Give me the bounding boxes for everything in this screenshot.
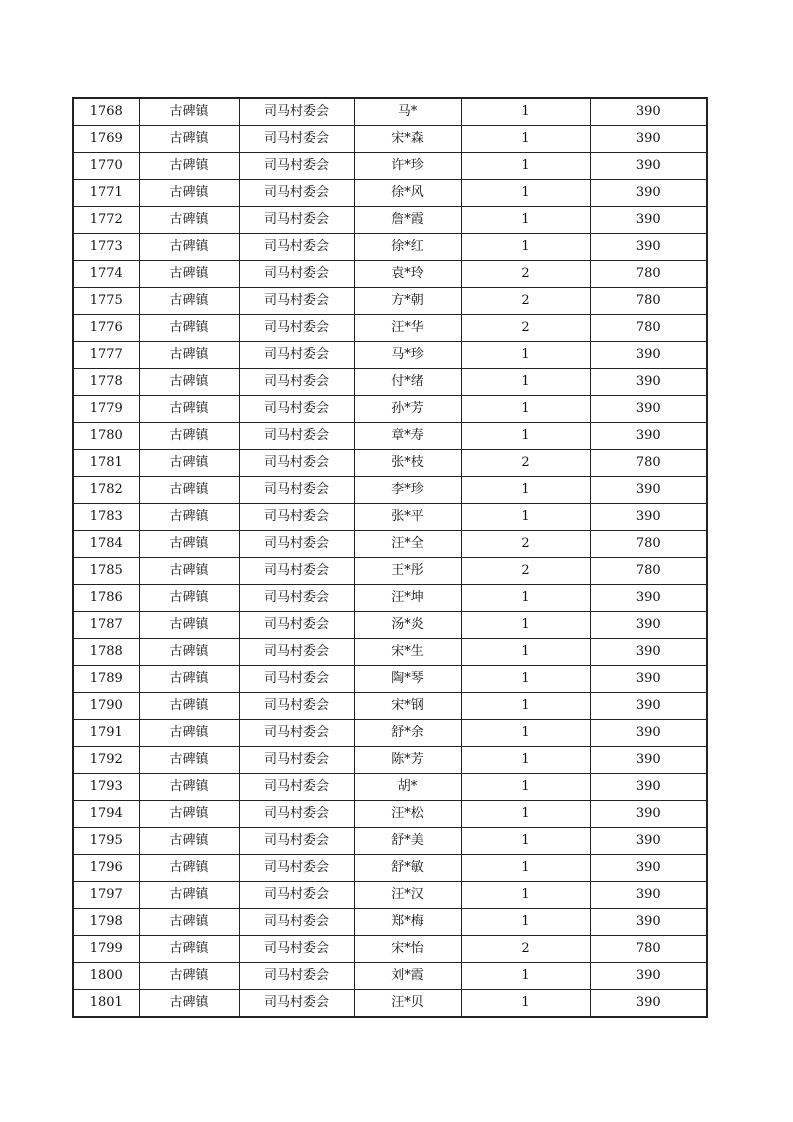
cell-person-name: 宋*生 — [354, 639, 461, 666]
cell-amount: 390 — [590, 342, 707, 369]
cell-town: 古碑镇 — [139, 423, 239, 450]
cell-count: 1 — [461, 369, 590, 396]
subsidy-table-container — [72, 97, 706, 1018]
cell-person-name: 马* — [354, 98, 461, 126]
cell-serial-number: 1796 — [73, 855, 139, 882]
cell-village-committee: 司马村委会 — [239, 504, 354, 531]
cell-amount: 390 — [590, 423, 707, 450]
cell-count: 1 — [461, 180, 590, 207]
cell-count: 1 — [461, 747, 590, 774]
cell-person-name: 汪*华 — [354, 315, 461, 342]
cell-serial-number: 1784 — [73, 531, 139, 558]
cell-town: 古碑镇 — [139, 666, 239, 693]
cell-person-name: 陶*琴 — [354, 666, 461, 693]
cell-serial-number: 1787 — [73, 612, 139, 639]
cell-serial-number: 1795 — [73, 828, 139, 855]
cell-serial-number: 1798 — [73, 909, 139, 936]
cell-village-committee: 司马村委会 — [239, 288, 354, 315]
table-row — [73, 801, 707, 828]
cell-serial-number: 1791 — [73, 720, 139, 747]
cell-person-name: 汪*坤 — [354, 585, 461, 612]
cell-amount: 390 — [590, 801, 707, 828]
cell-amount: 390 — [590, 639, 707, 666]
cell-count: 1 — [461, 423, 590, 450]
cell-amount: 390 — [590, 747, 707, 774]
table-row — [73, 558, 707, 585]
cell-person-name: 章*寿 — [354, 423, 461, 450]
cell-town: 古碑镇 — [139, 126, 239, 153]
table-row — [73, 585, 707, 612]
table-row — [73, 990, 707, 1018]
cell-person-name: 方*朝 — [354, 288, 461, 315]
cell-village-committee: 司马村委会 — [239, 801, 354, 828]
cell-serial-number: 1775 — [73, 288, 139, 315]
cell-serial-number: 1799 — [73, 936, 139, 963]
cell-person-name: 刘*霞 — [354, 963, 461, 990]
cell-serial-number: 1790 — [73, 693, 139, 720]
cell-village-committee: 司马村委会 — [239, 423, 354, 450]
cell-amount: 390 — [590, 504, 707, 531]
cell-amount: 390 — [590, 882, 707, 909]
cell-village-committee: 司马村委会 — [239, 315, 354, 342]
cell-serial-number: 1771 — [73, 180, 139, 207]
cell-serial-number: 1800 — [73, 963, 139, 990]
cell-village-committee: 司马村委会 — [239, 666, 354, 693]
cell-village-committee: 司马村委会 — [239, 612, 354, 639]
table-row — [73, 477, 707, 504]
table-row — [73, 828, 707, 855]
cell-serial-number: 1797 — [73, 882, 139, 909]
cell-village-committee: 司马村委会 — [239, 693, 354, 720]
cell-serial-number: 1794 — [73, 801, 139, 828]
cell-person-name: 袁*玲 — [354, 261, 461, 288]
cell-person-name: 汪*松 — [354, 801, 461, 828]
cell-town: 古碑镇 — [139, 234, 239, 261]
table-row — [73, 396, 707, 423]
cell-town: 古碑镇 — [139, 531, 239, 558]
cell-amount: 390 — [590, 990, 707, 1018]
cell-village-committee: 司马村委会 — [239, 855, 354, 882]
cell-town: 古碑镇 — [139, 801, 239, 828]
cell-amount: 390 — [590, 855, 707, 882]
cell-village-committee: 司马村委会 — [239, 153, 354, 180]
cell-serial-number: 1781 — [73, 450, 139, 477]
cell-person-name: 李*珍 — [354, 477, 461, 504]
cell-count: 1 — [461, 801, 590, 828]
cell-village-committee: 司马村委会 — [239, 261, 354, 288]
table-row — [73, 288, 707, 315]
cell-serial-number: 1780 — [73, 423, 139, 450]
cell-serial-number: 1772 — [73, 207, 139, 234]
cell-town: 古碑镇 — [139, 936, 239, 963]
table-row — [73, 720, 707, 747]
cell-count: 1 — [461, 639, 590, 666]
cell-count: 1 — [461, 612, 590, 639]
cell-town: 古碑镇 — [139, 747, 239, 774]
cell-serial-number: 1789 — [73, 666, 139, 693]
cell-amount: 390 — [590, 477, 707, 504]
cell-amount: 780 — [590, 936, 707, 963]
cell-count: 2 — [461, 450, 590, 477]
cell-person-name: 汪*全 — [354, 531, 461, 558]
table-row — [73, 369, 707, 396]
cell-village-committee: 司马村委会 — [239, 828, 354, 855]
cell-count: 1 — [461, 693, 590, 720]
cell-person-name: 胡* — [354, 774, 461, 801]
table-row — [73, 909, 707, 936]
cell-serial-number: 1773 — [73, 234, 139, 261]
cell-amount: 390 — [590, 774, 707, 801]
table-row — [73, 207, 707, 234]
cell-village-committee: 司马村委会 — [239, 369, 354, 396]
cell-village-committee: 司马村委会 — [239, 882, 354, 909]
cell-count: 1 — [461, 153, 590, 180]
cell-town: 古碑镇 — [139, 990, 239, 1018]
cell-town: 古碑镇 — [139, 558, 239, 585]
cell-amount: 390 — [590, 612, 707, 639]
cell-count: 1 — [461, 774, 590, 801]
cell-town: 古碑镇 — [139, 180, 239, 207]
cell-amount: 390 — [590, 153, 707, 180]
cell-town: 古碑镇 — [139, 369, 239, 396]
cell-person-name: 汪*汉 — [354, 882, 461, 909]
cell-person-name: 舒*美 — [354, 828, 461, 855]
cell-person-name: 马*珍 — [354, 342, 461, 369]
cell-town: 古碑镇 — [139, 288, 239, 315]
cell-person-name: 汪*贝 — [354, 990, 461, 1018]
table-body — [73, 98, 707, 1017]
cell-amount: 390 — [590, 369, 707, 396]
cell-serial-number: 1776 — [73, 315, 139, 342]
cell-serial-number: 1777 — [73, 342, 139, 369]
cell-town: 古碑镇 — [139, 315, 239, 342]
cell-serial-number: 1770 — [73, 153, 139, 180]
cell-amount: 390 — [590, 396, 707, 423]
cell-village-committee: 司马村委会 — [239, 207, 354, 234]
cell-village-committee: 司马村委会 — [239, 720, 354, 747]
table-row — [73, 423, 707, 450]
cell-serial-number: 1782 — [73, 477, 139, 504]
cell-count: 1 — [461, 963, 590, 990]
table-row — [73, 450, 707, 477]
cell-count: 1 — [461, 477, 590, 504]
cell-village-committee: 司马村委会 — [239, 774, 354, 801]
table-row — [73, 882, 707, 909]
cell-person-name: 王*彤 — [354, 558, 461, 585]
cell-person-name: 付*绪 — [354, 369, 461, 396]
cell-village-committee: 司马村委会 — [239, 180, 354, 207]
cell-village-committee: 司马村委会 — [239, 963, 354, 990]
cell-person-name: 张*枝 — [354, 450, 461, 477]
cell-village-committee: 司马村委会 — [239, 531, 354, 558]
cell-count: 1 — [461, 585, 590, 612]
cell-village-committee: 司马村委会 — [239, 585, 354, 612]
cell-amount: 780 — [590, 450, 707, 477]
cell-village-committee: 司马村委会 — [239, 990, 354, 1018]
cell-amount: 390 — [590, 180, 707, 207]
cell-count: 2 — [461, 558, 590, 585]
cell-town: 古碑镇 — [139, 828, 239, 855]
cell-town: 古碑镇 — [139, 342, 239, 369]
cell-village-committee: 司马村委会 — [239, 639, 354, 666]
cell-count: 1 — [461, 855, 590, 882]
cell-amount: 780 — [590, 261, 707, 288]
cell-village-committee: 司马村委会 — [239, 98, 354, 126]
table-row — [73, 180, 707, 207]
cell-count: 1 — [461, 396, 590, 423]
cell-serial-number: 1792 — [73, 747, 139, 774]
cell-amount: 390 — [590, 828, 707, 855]
cell-village-committee: 司马村委会 — [239, 126, 354, 153]
cell-town: 古碑镇 — [139, 450, 239, 477]
cell-town: 古碑镇 — [139, 261, 239, 288]
table-row — [73, 504, 707, 531]
cell-serial-number: 1778 — [73, 369, 139, 396]
cell-village-committee: 司马村委会 — [239, 234, 354, 261]
cell-town: 古碑镇 — [139, 396, 239, 423]
cell-town: 古碑镇 — [139, 693, 239, 720]
table-row — [73, 612, 707, 639]
cell-count: 1 — [461, 990, 590, 1018]
cell-town: 古碑镇 — [139, 639, 239, 666]
cell-serial-number: 1793 — [73, 774, 139, 801]
cell-serial-number: 1801 — [73, 990, 139, 1018]
cell-town: 古碑镇 — [139, 855, 239, 882]
cell-person-name: 舒*敏 — [354, 855, 461, 882]
cell-serial-number: 1788 — [73, 639, 139, 666]
cell-person-name: 詹*霞 — [354, 207, 461, 234]
cell-count: 2 — [461, 531, 590, 558]
cell-count: 1 — [461, 207, 590, 234]
cell-person-name: 宋*森 — [354, 126, 461, 153]
cell-person-name: 张*平 — [354, 504, 461, 531]
cell-town: 古碑镇 — [139, 882, 239, 909]
cell-amount: 390 — [590, 126, 707, 153]
cell-village-committee: 司马村委会 — [239, 396, 354, 423]
table-row — [73, 963, 707, 990]
cell-count: 2 — [461, 288, 590, 315]
table-row — [73, 774, 707, 801]
cell-amount: 780 — [590, 288, 707, 315]
cell-serial-number: 1786 — [73, 585, 139, 612]
table-row — [73, 639, 707, 666]
table-row — [73, 98, 707, 126]
cell-count: 2 — [461, 261, 590, 288]
table-row — [73, 315, 707, 342]
cell-village-committee: 司马村委会 — [239, 342, 354, 369]
cell-town: 古碑镇 — [139, 774, 239, 801]
cell-town: 古碑镇 — [139, 585, 239, 612]
cell-count: 1 — [461, 342, 590, 369]
table-row — [73, 936, 707, 963]
cell-person-name: 孙*芳 — [354, 396, 461, 423]
cell-person-name: 徐*红 — [354, 234, 461, 261]
cell-village-committee: 司马村委会 — [239, 909, 354, 936]
cell-person-name: 宋*钢 — [354, 693, 461, 720]
table-row — [73, 126, 707, 153]
cell-serial-number: 1769 — [73, 126, 139, 153]
cell-town: 古碑镇 — [139, 98, 239, 126]
cell-person-name: 舒*余 — [354, 720, 461, 747]
cell-town: 古碑镇 — [139, 909, 239, 936]
cell-town: 古碑镇 — [139, 720, 239, 747]
cell-village-committee: 司马村委会 — [239, 558, 354, 585]
cell-serial-number: 1774 — [73, 261, 139, 288]
cell-amount: 390 — [590, 963, 707, 990]
cell-village-committee: 司马村委会 — [239, 747, 354, 774]
cell-count: 1 — [461, 909, 590, 936]
table-row — [73, 342, 707, 369]
cell-town: 古碑镇 — [139, 153, 239, 180]
cell-serial-number: 1768 — [73, 98, 139, 126]
cell-amount: 390 — [590, 666, 707, 693]
table-row — [73, 261, 707, 288]
cell-count: 2 — [461, 315, 590, 342]
table-row — [73, 666, 707, 693]
cell-town: 古碑镇 — [139, 207, 239, 234]
cell-amount: 780 — [590, 531, 707, 558]
cell-amount: 780 — [590, 558, 707, 585]
table-row — [73, 234, 707, 261]
table-row — [73, 747, 707, 774]
cell-amount: 390 — [590, 909, 707, 936]
cell-town: 古碑镇 — [139, 612, 239, 639]
cell-village-committee: 司马村委会 — [239, 936, 354, 963]
cell-village-committee: 司马村委会 — [239, 450, 354, 477]
cell-serial-number: 1779 — [73, 396, 139, 423]
cell-count: 1 — [461, 882, 590, 909]
cell-person-name: 宋*怡 — [354, 936, 461, 963]
cell-amount: 390 — [590, 98, 707, 126]
cell-count: 1 — [461, 234, 590, 261]
cell-count: 1 — [461, 666, 590, 693]
cell-amount: 390 — [590, 234, 707, 261]
cell-count: 1 — [461, 828, 590, 855]
cell-serial-number: 1785 — [73, 558, 139, 585]
cell-town: 古碑镇 — [139, 504, 239, 531]
cell-amount: 390 — [590, 585, 707, 612]
cell-count: 2 — [461, 936, 590, 963]
cell-person-name: 郑*梅 — [354, 909, 461, 936]
cell-village-committee: 司马村委会 — [239, 477, 354, 504]
cell-person-name: 陈*芳 — [354, 747, 461, 774]
cell-count: 1 — [461, 720, 590, 747]
cell-town: 古碑镇 — [139, 963, 239, 990]
table-row — [73, 693, 707, 720]
table-row — [73, 855, 707, 882]
cell-count: 1 — [461, 126, 590, 153]
cell-person-name: 汤*炎 — [354, 612, 461, 639]
cell-amount: 780 — [590, 315, 707, 342]
cell-person-name: 徐*风 — [354, 180, 461, 207]
cell-serial-number: 1783 — [73, 504, 139, 531]
table-row — [73, 153, 707, 180]
cell-count: 1 — [461, 98, 590, 126]
cell-amount: 390 — [590, 207, 707, 234]
subsidy-table — [72, 97, 708, 1018]
cell-amount: 390 — [590, 693, 707, 720]
table-row — [73, 531, 707, 558]
cell-person-name: 许*珍 — [354, 153, 461, 180]
cell-count: 1 — [461, 504, 590, 531]
cell-town: 古碑镇 — [139, 477, 239, 504]
cell-amount: 390 — [590, 720, 707, 747]
